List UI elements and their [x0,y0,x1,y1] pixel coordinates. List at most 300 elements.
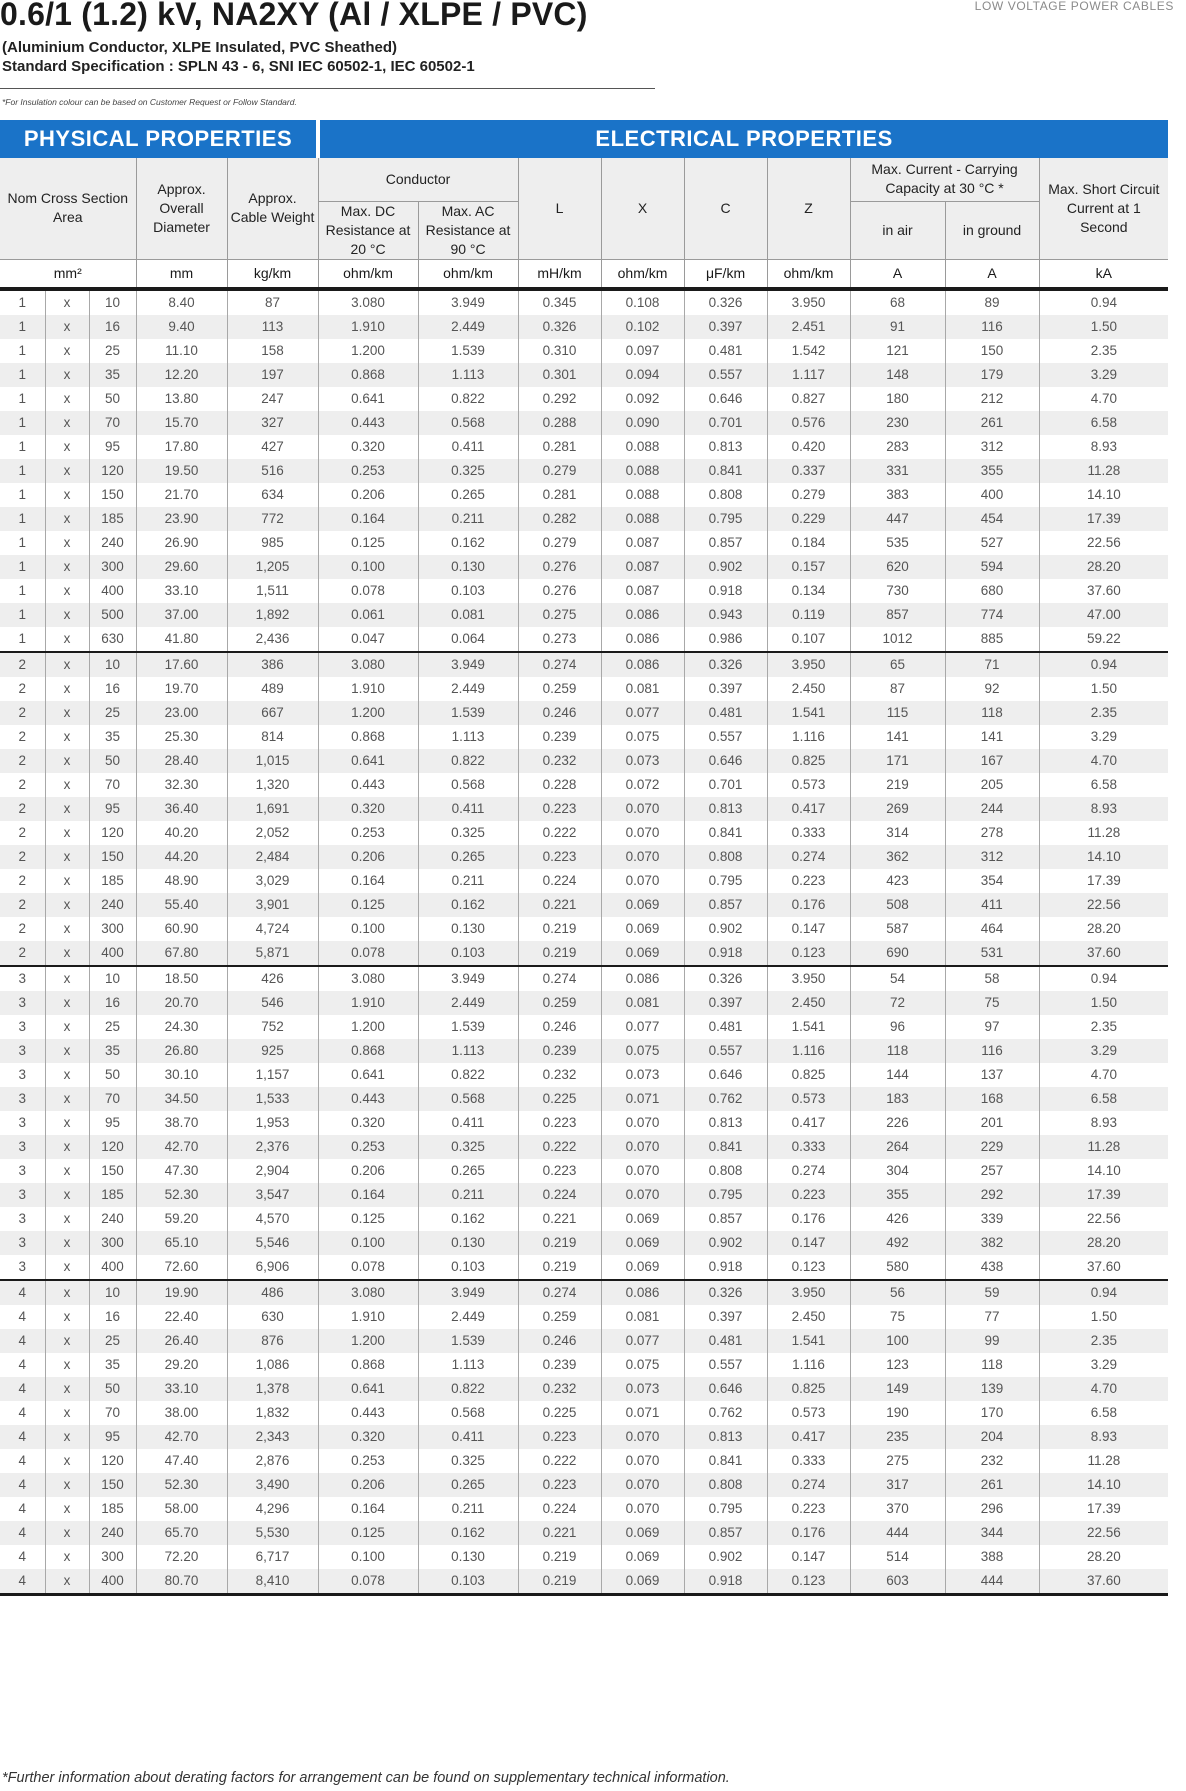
cell-impedance: 2.450 [767,991,850,1015]
cell-cores: 3 [0,1255,45,1280]
cell-weight: 1,205 [227,555,318,579]
cell-current-in-air: 514 [850,1545,945,1569]
cell-inductance: 0.222 [518,1135,601,1159]
cell-area: 35 [89,725,136,749]
cell-ac-resistance: 0.162 [418,893,518,917]
header-short-circuit: Max. Short Circuit Current at 1 Second [1039,158,1168,259]
cell-reactance: 0.081 [601,677,684,701]
cell-reactance: 0.094 [601,363,684,387]
cell-cores: 4 [0,1305,45,1329]
cell-cores: 2 [0,821,45,845]
cell-short-circuit: 0.94 [1039,289,1168,315]
cell-current-in-air: 118 [850,1039,945,1063]
cell-current-in-ground: 594 [945,555,1039,579]
cell-current-in-air: 54 [850,966,945,991]
header-in-ground: in ground [945,201,1039,259]
cell-dc-resistance: 0.061 [318,603,418,627]
cell-capacitance: 0.557 [684,363,767,387]
cell-reactance: 0.086 [601,652,684,677]
cell-diameter: 19.90 [136,1280,227,1305]
cell-current-in-air: 370 [850,1497,945,1521]
cell-times: x [45,821,89,845]
cell-diameter: 34.50 [136,1087,227,1111]
cell-area: 240 [89,1521,136,1545]
cell-short-circuit: 0.94 [1039,966,1168,991]
cell-capacitance: 0.986 [684,627,767,652]
cell-diameter: 47.30 [136,1159,227,1183]
cell-capacitance: 0.857 [684,531,767,555]
cell-current-in-ground: 167 [945,749,1039,773]
cell-ac-resistance: 0.568 [418,411,518,435]
cell-impedance: 0.229 [767,507,850,531]
cell-times: x [45,1111,89,1135]
cell-impedance: 0.827 [767,387,850,411]
unit-reactance: ohm/km [601,259,684,289]
cell-diameter: 15.70 [136,411,227,435]
cell-capacitance: 0.857 [684,1207,767,1231]
cell-dc-resistance: 0.047 [318,627,418,652]
cell-cores: 3 [0,1183,45,1207]
cell-dc-resistance: 0.078 [318,579,418,603]
cell-dc-resistance: 0.100 [318,1545,418,1569]
cell-diameter: 28.40 [136,749,227,773]
cell-short-circuit: 4.70 [1039,387,1168,411]
cell-dc-resistance: 0.206 [318,1159,418,1183]
cell-area: 16 [89,315,136,339]
cell-short-circuit: 22.56 [1039,531,1168,555]
cell-diameter: 19.50 [136,459,227,483]
cell-reactance: 0.069 [601,1255,684,1280]
table-row [0,1473,1168,1497]
cell-reactance: 0.077 [601,1015,684,1039]
table-row [0,1521,1168,1545]
cell-reactance: 0.070 [601,845,684,869]
cell-capacitance: 0.701 [684,411,767,435]
cell-ac-resistance: 0.265 [418,845,518,869]
cell-current-in-ground: 261 [945,1473,1039,1497]
cell-impedance: 0.147 [767,1545,850,1569]
cell-dc-resistance: 1.200 [318,1015,418,1039]
header-in-air: in air [850,201,945,259]
cell-weight: 2,904 [227,1159,318,1183]
cell-short-circuit: 1.50 [1039,991,1168,1015]
cell-impedance: 0.147 [767,1231,850,1255]
cell-ac-resistance: 1.539 [418,339,518,363]
unit-diameter: mm [136,259,227,289]
cell-weight: 5,546 [227,1231,318,1255]
cell-times: x [45,555,89,579]
cell-inductance: 0.225 [518,1401,601,1425]
cell-impedance: 1.117 [767,363,850,387]
table-row [0,1449,1168,1473]
cell-weight: 1,015 [227,749,318,773]
cell-cores: 2 [0,773,45,797]
cell-cores: 3 [0,1087,45,1111]
cell-short-circuit: 11.28 [1039,821,1168,845]
cell-diameter: 30.10 [136,1063,227,1087]
cell-capacitance: 0.841 [684,821,767,845]
cell-impedance: 0.123 [767,941,850,966]
standard-specification: Standard Specification : SPLN 43 - 6, SNI IEC 60502-1, IEC 60502-1 [2,58,475,75]
units-row [0,259,1168,289]
cell-weight: 1,953 [227,1111,318,1135]
cell-reactance: 0.069 [601,1521,684,1545]
cell-current-in-air: 56 [850,1280,945,1305]
cell-diameter: 60.90 [136,917,227,941]
cell-times: x [45,1329,89,1353]
properties-table [0,120,1168,1596]
cell-ac-resistance: 2.449 [418,1305,518,1329]
cell-impedance: 0.333 [767,821,850,845]
cell-reactance: 0.070 [601,1473,684,1497]
cell-area: 10 [89,966,136,991]
cell-inductance: 0.292 [518,387,601,411]
cell-ac-resistance: 0.822 [418,1063,518,1087]
cell-short-circuit: 3.29 [1039,363,1168,387]
cell-weight: 876 [227,1329,318,1353]
cell-current-in-ground: 99 [945,1329,1039,1353]
cell-capacitance: 0.857 [684,893,767,917]
cell-diameter: 22.40 [136,1305,227,1329]
cell-ac-resistance: 1.113 [418,363,518,387]
cell-current-in-ground: 205 [945,773,1039,797]
cell-current-in-air: 96 [850,1015,945,1039]
cell-diameter: 42.70 [136,1135,227,1159]
header-ac-resistance: Max. AC Resistance at 90 °C [418,201,518,259]
cell-capacitance: 0.813 [684,797,767,821]
cell-dc-resistance: 0.868 [318,1353,418,1377]
cell-times: x [45,991,89,1015]
cell-impedance: 0.119 [767,603,850,627]
cell-short-circuit: 8.93 [1039,1111,1168,1135]
cell-weight: 1,378 [227,1377,318,1401]
cell-impedance: 0.123 [767,1255,850,1280]
cell-current-in-ground: 232 [945,1449,1039,1473]
cell-ac-resistance: 0.211 [418,869,518,893]
cell-inductance: 0.279 [518,531,601,555]
unit-weight: kg/km [227,259,318,289]
cell-short-circuit: 37.60 [1039,941,1168,966]
table-row [0,941,1168,966]
unit-inductance: mH/km [518,259,601,289]
cell-weight: 3,901 [227,893,318,917]
cell-ac-resistance: 0.568 [418,1401,518,1425]
cell-inductance: 0.219 [518,917,601,941]
cell-reactance: 0.069 [601,1569,684,1595]
cell-weight: 2,876 [227,1449,318,1473]
table-row [0,701,1168,725]
cell-ac-resistance: 0.130 [418,1231,518,1255]
cell-inductance: 0.345 [518,289,601,315]
cell-current-in-air: 183 [850,1087,945,1111]
cell-area: 300 [89,917,136,941]
cell-diameter: 44.20 [136,845,227,869]
cell-capacitance: 0.808 [684,845,767,869]
cell-dc-resistance: 0.078 [318,941,418,966]
cell-capacitance: 0.557 [684,725,767,749]
table-row [0,1183,1168,1207]
table-row [0,363,1168,387]
cell-diameter: 21.70 [136,483,227,507]
cell-reactance: 0.070 [601,869,684,893]
cell-cores: 3 [0,1135,45,1159]
cell-times: x [45,459,89,483]
cell-inductance: 0.219 [518,1569,601,1595]
cell-ac-resistance: 0.265 [418,1159,518,1183]
cell-impedance: 2.451 [767,315,850,339]
cell-current-in-ground: 680 [945,579,1039,603]
cell-cores: 3 [0,1231,45,1255]
cell-current-in-ground: 71 [945,652,1039,677]
unit-in-air: A [850,259,945,289]
cell-dc-resistance: 0.206 [318,483,418,507]
cell-weight: 1,892 [227,603,318,627]
table-row [0,1111,1168,1135]
cell-inductance: 0.232 [518,749,601,773]
cell-times: x [45,603,89,627]
cell-short-circuit: 11.28 [1039,1135,1168,1159]
cell-ac-resistance: 0.081 [418,603,518,627]
cell-weight: 4,724 [227,917,318,941]
table-row [0,966,1168,991]
cell-capacitance: 0.557 [684,1039,767,1063]
cell-impedance: 0.123 [767,1569,850,1595]
cell-cores: 1 [0,435,45,459]
cell-inductance: 0.288 [518,411,601,435]
cell-weight: 5,871 [227,941,318,966]
cell-cores: 1 [0,507,45,531]
cell-diameter: 47.40 [136,1449,227,1473]
cell-capacitance: 0.557 [684,1353,767,1377]
cell-diameter: 11.10 [136,339,227,363]
page-title: 0.6/1 (1.2) kV, NA2XY (Al / XLPE / PVC) [0,0,588,32]
cell-cores: 2 [0,797,45,821]
unit-dc: ohm/km [318,259,418,289]
table-row [0,483,1168,507]
cell-short-circuit: 17.39 [1039,507,1168,531]
header-conductor: Conductor [318,158,518,201]
cell-times: x [45,315,89,339]
insulation-note: *For Insulation colour can be based on Customer Request or Follow Standard. [2,97,297,107]
cell-weight: 5,530 [227,1521,318,1545]
cell-capacitance: 0.481 [684,339,767,363]
cell-reactance: 0.087 [601,579,684,603]
cell-capacitance: 0.902 [684,555,767,579]
cell-cores: 2 [0,652,45,677]
cell-weight: 634 [227,483,318,507]
cell-cores: 4 [0,1497,45,1521]
cell-inductance: 0.228 [518,773,601,797]
table-row [0,1255,1168,1280]
cell-impedance: 2.450 [767,677,850,701]
cell-times: x [45,845,89,869]
cell-dc-resistance: 1.200 [318,1329,418,1353]
cell-cores: 1 [0,315,45,339]
cell-times: x [45,941,89,966]
cell-inductance: 0.276 [518,555,601,579]
table-row [0,1425,1168,1449]
cell-short-circuit: 47.00 [1039,603,1168,627]
cell-ac-resistance: 1.113 [418,1039,518,1063]
table-row [0,1569,1168,1595]
cell-ac-resistance: 0.162 [418,1207,518,1231]
cell-reactance: 0.108 [601,289,684,315]
cell-current-in-ground: 257 [945,1159,1039,1183]
cell-diameter: 26.80 [136,1039,227,1063]
cell-diameter: 38.70 [136,1111,227,1135]
table-row [0,579,1168,603]
cell-diameter: 41.80 [136,627,227,652]
cell-reactance: 0.090 [601,411,684,435]
cell-short-circuit: 1.50 [1039,677,1168,701]
cell-reactance: 0.069 [601,917,684,941]
cell-capacitance: 0.397 [684,315,767,339]
cell-short-circuit: 2.35 [1039,1015,1168,1039]
cell-inductance: 0.259 [518,1305,601,1329]
cell-current-in-ground: 278 [945,821,1039,845]
cell-reactance: 0.102 [601,315,684,339]
cell-inductance: 0.223 [518,1425,601,1449]
cell-inductance: 0.219 [518,1255,601,1280]
cell-ac-resistance: 0.162 [418,1521,518,1545]
cell-capacitance: 0.481 [684,1015,767,1039]
cell-capacitance: 0.902 [684,1545,767,1569]
cell-ac-resistance: 3.949 [418,1280,518,1305]
cell-cores: 4 [0,1425,45,1449]
cell-reactance: 0.070 [601,821,684,845]
table-row [0,1401,1168,1425]
cell-area: 10 [89,652,136,677]
table-row [0,459,1168,483]
cell-current-in-air: 190 [850,1401,945,1425]
cell-diameter: 80.70 [136,1569,227,1595]
cell-weight: 4,296 [227,1497,318,1521]
cell-capacitance: 0.397 [684,991,767,1015]
table-row [0,1159,1168,1183]
cell-diameter: 24.30 [136,1015,227,1039]
cell-impedance: 0.279 [767,483,850,507]
cell-impedance: 2.450 [767,1305,850,1329]
cell-capacitance: 0.813 [684,1425,767,1449]
cell-current-in-ground: 118 [945,1353,1039,1377]
cell-current-in-air: 492 [850,1231,945,1255]
cell-dc-resistance: 0.125 [318,531,418,555]
cell-area: 150 [89,483,136,507]
cell-current-in-air: 426 [850,1207,945,1231]
cell-cores: 1 [0,289,45,315]
subtitle: (Aluminium Conductor, XLPE Insulated, PVC Sheathed) [2,39,398,56]
cell-area: 150 [89,845,136,869]
cell-impedance: 0.184 [767,531,850,555]
cell-current-in-ground: 312 [945,435,1039,459]
cell-cores: 3 [0,991,45,1015]
cell-current-in-air: 75 [850,1305,945,1329]
cell-times: x [45,677,89,701]
cell-cores: 1 [0,531,45,555]
cell-diameter: 29.60 [136,555,227,579]
cell-inductance: 0.221 [518,893,601,917]
cell-current-in-ground: 137 [945,1063,1039,1087]
cell-current-in-ground: 229 [945,1135,1039,1159]
cell-diameter: 38.00 [136,1401,227,1425]
table-row [0,1087,1168,1111]
cell-reactance: 0.087 [601,531,684,555]
cell-cores: 1 [0,483,45,507]
cell-impedance: 0.573 [767,1087,850,1111]
cell-area: 35 [89,363,136,387]
cell-inductance: 0.239 [518,725,601,749]
cell-inductance: 0.301 [518,363,601,387]
cell-dc-resistance: 0.100 [318,917,418,941]
cell-ac-resistance: 0.411 [418,797,518,821]
cell-times: x [45,1063,89,1087]
cell-cores: 4 [0,1401,45,1425]
cell-diameter: 72.60 [136,1255,227,1280]
cell-short-circuit: 3.29 [1039,1353,1168,1377]
cell-current-in-air: 304 [850,1159,945,1183]
table-row [0,893,1168,917]
cell-inductance: 0.326 [518,315,601,339]
cell-dc-resistance: 0.206 [318,1473,418,1497]
cell-capacitance: 0.481 [684,701,767,725]
cell-impedance: 0.176 [767,1521,850,1545]
cell-diameter: 9.40 [136,315,227,339]
cell-times: x [45,1449,89,1473]
cell-area: 95 [89,1111,136,1135]
header-current-capacity: Max. Current - Carrying Capacity at 30 °C * [850,158,1039,201]
cell-times: x [45,1425,89,1449]
cell-times: x [45,483,89,507]
cell-impedance: 0.223 [767,869,850,893]
cell-capacitance: 0.397 [684,677,767,701]
cell-weight: 814 [227,725,318,749]
cell-diameter: 33.10 [136,579,227,603]
cell-reactance: 0.070 [601,1425,684,1449]
cell-current-in-ground: 400 [945,483,1039,507]
cell-times: x [45,1377,89,1401]
cell-ac-resistance: 0.162 [418,531,518,555]
cell-dc-resistance: 0.253 [318,821,418,845]
table-row [0,435,1168,459]
cell-current-in-air: 423 [850,869,945,893]
cell-impedance: 0.333 [767,1449,850,1473]
cell-capacitance: 0.813 [684,435,767,459]
cell-diameter: 52.30 [136,1183,227,1207]
header-inductance: L [518,158,601,259]
cell-cores: 2 [0,869,45,893]
cell-impedance: 1.541 [767,1329,850,1353]
cell-dc-resistance: 1.910 [318,991,418,1015]
cell-short-circuit: 17.39 [1039,1497,1168,1521]
cell-capacitance: 0.326 [684,652,767,677]
cell-ac-resistance: 0.411 [418,435,518,459]
cell-capacitance: 0.808 [684,1159,767,1183]
cell-current-in-ground: 531 [945,941,1039,966]
cell-impedance: 0.573 [767,1401,850,1425]
physical-properties-header: PHYSICAL PROPERTIES [0,120,318,158]
cell-cores: 4 [0,1521,45,1545]
cell-reactance: 0.075 [601,1353,684,1377]
table-row [0,289,1168,315]
cell-dc-resistance: 3.080 [318,966,418,991]
cell-current-in-air: 587 [850,917,945,941]
cell-current-in-air: 264 [850,1135,945,1159]
cell-short-circuit: 37.60 [1039,1569,1168,1595]
cell-impedance: 0.825 [767,1063,850,1087]
cell-short-circuit: 2.35 [1039,701,1168,725]
cell-weight: 1,832 [227,1401,318,1425]
cell-capacitance: 0.857 [684,1521,767,1545]
